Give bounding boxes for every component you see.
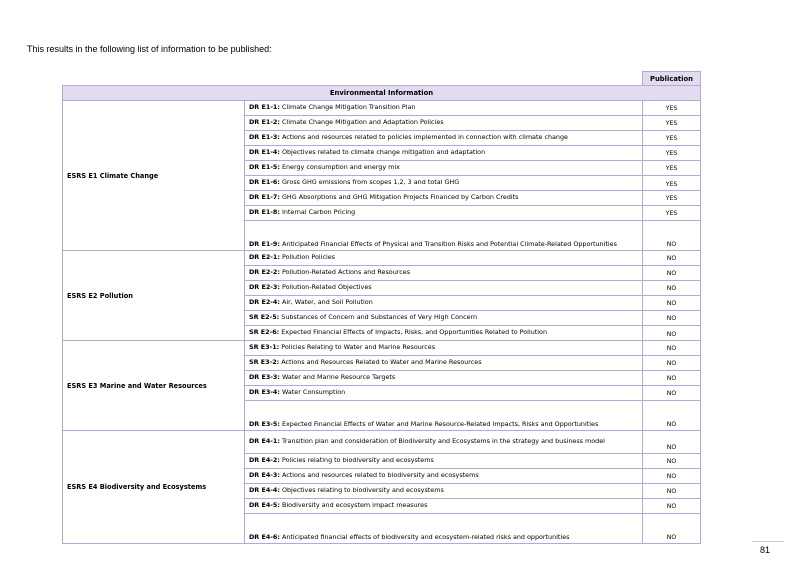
disclosure-item — [245, 116, 643, 131]
header-blank — [63, 72, 643, 86]
disclosure-code: DR E4-1: — [249, 437, 280, 446]
disclosure-code: DR E4-5: — [249, 501, 280, 510]
disclosure-text: Pollution Policies — [281, 253, 336, 262]
disclosure-item — [245, 101, 643, 116]
disclosure-item — [245, 469, 643, 484]
disclosure-item — [245, 341, 643, 356]
disclosure-text: Transition plan and consideration of Biodiversity and Ecosystems in the strategy and business model — [281, 437, 605, 446]
disclosure-item — [245, 386, 643, 401]
publication-status: NO — [643, 266, 701, 281]
publication-status: NO — [643, 484, 701, 499]
publication-status: NO — [643, 514, 701, 544]
publication-status: YES — [643, 176, 701, 191]
group-label: ESRS E2 Pollution — [63, 251, 245, 341]
disclosure-text: Gross GHG emissions from scopes 1,2, 3 and total GHG — [281, 178, 460, 187]
disclosure-code: SR E2-5: — [249, 313, 280, 322]
publication-status: NO — [643, 386, 701, 401]
disclosure-item — [245, 371, 643, 386]
publication-status: NO — [643, 251, 701, 266]
disclosure-item — [245, 176, 643, 191]
disclosure-item — [245, 401, 643, 431]
publication-status: NO — [643, 341, 701, 356]
disclosure-code: DR E1-9: — [249, 239, 280, 248]
publication-status: NO — [643, 356, 701, 371]
publication-status: YES — [643, 191, 701, 206]
disclosure-table — [62, 71, 701, 544]
section-header: Environmental Information — [63, 86, 701, 101]
disclosure-item — [245, 251, 643, 266]
table-body — [63, 72, 701, 544]
disclosure-text: Actions and resources related to policies implemented in connection with climate change — [281, 133, 568, 142]
disclosure-code: DR E1-2: — [249, 118, 280, 127]
disclosure-text: Energy consumption and energy mix — [281, 163, 400, 172]
disclosure-text: Anticipated Financial Effects of Physical and Transition Risks and Potential Climate-Related Opportunities — [281, 239, 617, 248]
disclosure-code: SR E3-2: — [249, 358, 280, 367]
disclosure-text: Policies Relating to Water and Marine Resources — [281, 343, 436, 352]
disclosure-text: Policies relating to biodiversity and ecosystems — [281, 456, 434, 465]
disclosure-text: Expected Financial Effects of Water and Marine Resource-Related Impacts, Risks and Opportunities — [281, 419, 599, 428]
disclosure-text: Water and Marine Resource Targets — [281, 373, 396, 382]
page-number: 81 — [760, 545, 771, 555]
table-row — [63, 341, 701, 356]
table-header-row — [63, 72, 701, 86]
disclosure-item — [245, 221, 643, 251]
disclosure-item — [245, 266, 643, 281]
disclosure-text: Objectives relating to biodiversity and ecosystems — [281, 486, 444, 495]
group-label: ESRS E1 Climate Change — [63, 101, 245, 251]
disclosure-item — [245, 281, 643, 296]
publication-status: NO — [643, 469, 701, 484]
publication-status: NO — [643, 431, 701, 454]
publication-status: NO — [643, 296, 701, 311]
publication-status: YES — [643, 146, 701, 161]
publication-status: NO — [643, 311, 701, 326]
group-label: ESRS E3 Marine and Water Resources — [63, 341, 245, 431]
disclosure-code: DR E4-6: — [249, 532, 280, 541]
section-header-row — [63, 86, 701, 101]
disclosure-text: Internal Carbon Pricing — [281, 208, 356, 217]
disclosure-code: DR E1-5: — [249, 163, 280, 172]
disclosure-item — [245, 296, 643, 311]
disclosure-code: DR E1-8: — [249, 208, 280, 217]
disclosure-item — [245, 499, 643, 514]
publication-status: NO — [643, 281, 701, 296]
disclosure-text: GHG Absorptions and GHG Mitigation Projects Financed by Carbon Credits — [281, 193, 519, 202]
disclosure-item — [245, 161, 643, 176]
disclosure-code: DR E4-4: — [249, 486, 280, 495]
disclosure-text: Actions and resources related to biodiversity and ecosystems — [281, 471, 479, 480]
disclosure-item — [245, 454, 643, 469]
disclosure-code: DR E1-1: — [249, 103, 280, 112]
group-label: ESRS E4 Biodiversity and Ecosystems — [63, 431, 245, 544]
disclosure-text: Objectives related to climate change mitigation and adaptation — [281, 148, 486, 157]
table-row — [63, 431, 701, 454]
disclosure-code: DR E2-4: — [249, 298, 280, 307]
publication-status: YES — [643, 101, 701, 116]
disclosure-text: Substances of Concern and Substances of Very High Concern — [281, 313, 478, 322]
disclosure-item — [245, 146, 643, 161]
publication-status: YES — [643, 206, 701, 221]
disclosure-item — [245, 431, 643, 454]
disclosure-code: SR E3-1: — [249, 343, 280, 352]
disclosure-text: Biodiversity and ecosystem impact measures — [281, 501, 428, 510]
disclosure-code: SR E2-6: — [249, 328, 280, 337]
disclosure-code: DR E1-3: — [249, 133, 280, 142]
publication-status: YES — [643, 131, 701, 146]
disclosure-text: Pollution-Related Objectives — [281, 283, 372, 292]
disclosure-item — [245, 326, 643, 341]
disclosure-text: Actions and Resources Related to Water and Marine Resources — [281, 358, 482, 367]
disclosure-item — [245, 191, 643, 206]
disclosure-code: DR E3-4: — [249, 388, 280, 397]
publication-status: NO — [643, 371, 701, 386]
publication-status: NO — [643, 499, 701, 514]
disclosure-item — [245, 484, 643, 499]
page-divider — [752, 541, 784, 542]
disclosure-code: DR E2-3: — [249, 283, 280, 292]
disclosure-code: DR E1-7: — [249, 193, 280, 202]
disclosure-item — [245, 131, 643, 146]
disclosure-code: DR E2-1: — [249, 253, 280, 262]
disclosure-code: DR E4-2: — [249, 456, 280, 465]
publication-status: NO — [643, 221, 701, 251]
disclosure-text: Pollution-Related Actions and Resources — [281, 268, 411, 277]
publication-status: YES — [643, 161, 701, 176]
table-row — [63, 251, 701, 266]
table-row — [63, 101, 701, 116]
disclosure-item — [245, 514, 643, 544]
disclosure-text: Climate Change Mitigation and Adaptation Policies — [281, 118, 444, 127]
publication-status: NO — [643, 401, 701, 431]
intro-text: This results in the following list of information to be published: — [27, 44, 272, 54]
disclosure-text: Water Consumption — [281, 388, 346, 397]
disclosure-item — [245, 206, 643, 221]
publication-header: Publication — [643, 72, 701, 86]
disclosure-code: DR E3-5: — [249, 419, 280, 428]
disclosure-text: Air, Water, and Soil Pollution — [281, 298, 373, 307]
disclosure-code: DR E1-6: — [249, 178, 280, 187]
disclosure-item — [245, 311, 643, 326]
disclosure-text: Expected Financial Effects of Impacts, Risks, and Opportunities Related to Pollution — [281, 328, 548, 337]
disclosure-item — [245, 356, 643, 371]
disclosure-code: DR E3-3: — [249, 373, 280, 382]
disclosure-text: Anticipated financial effects of biodiversity and ecosystem-related risks and opportunities — [281, 532, 570, 541]
publication-status: YES — [643, 116, 701, 131]
disclosure-code: DR E2-2: — [249, 268, 280, 277]
disclosure-code: DR E1-4: — [249, 148, 280, 157]
disclosure-code: DR E4-3: — [249, 471, 280, 480]
publication-status: NO — [643, 326, 701, 341]
publication-status: NO — [643, 454, 701, 469]
disclosure-text: Climate Change Mitigation Transition Plan — [281, 103, 416, 112]
